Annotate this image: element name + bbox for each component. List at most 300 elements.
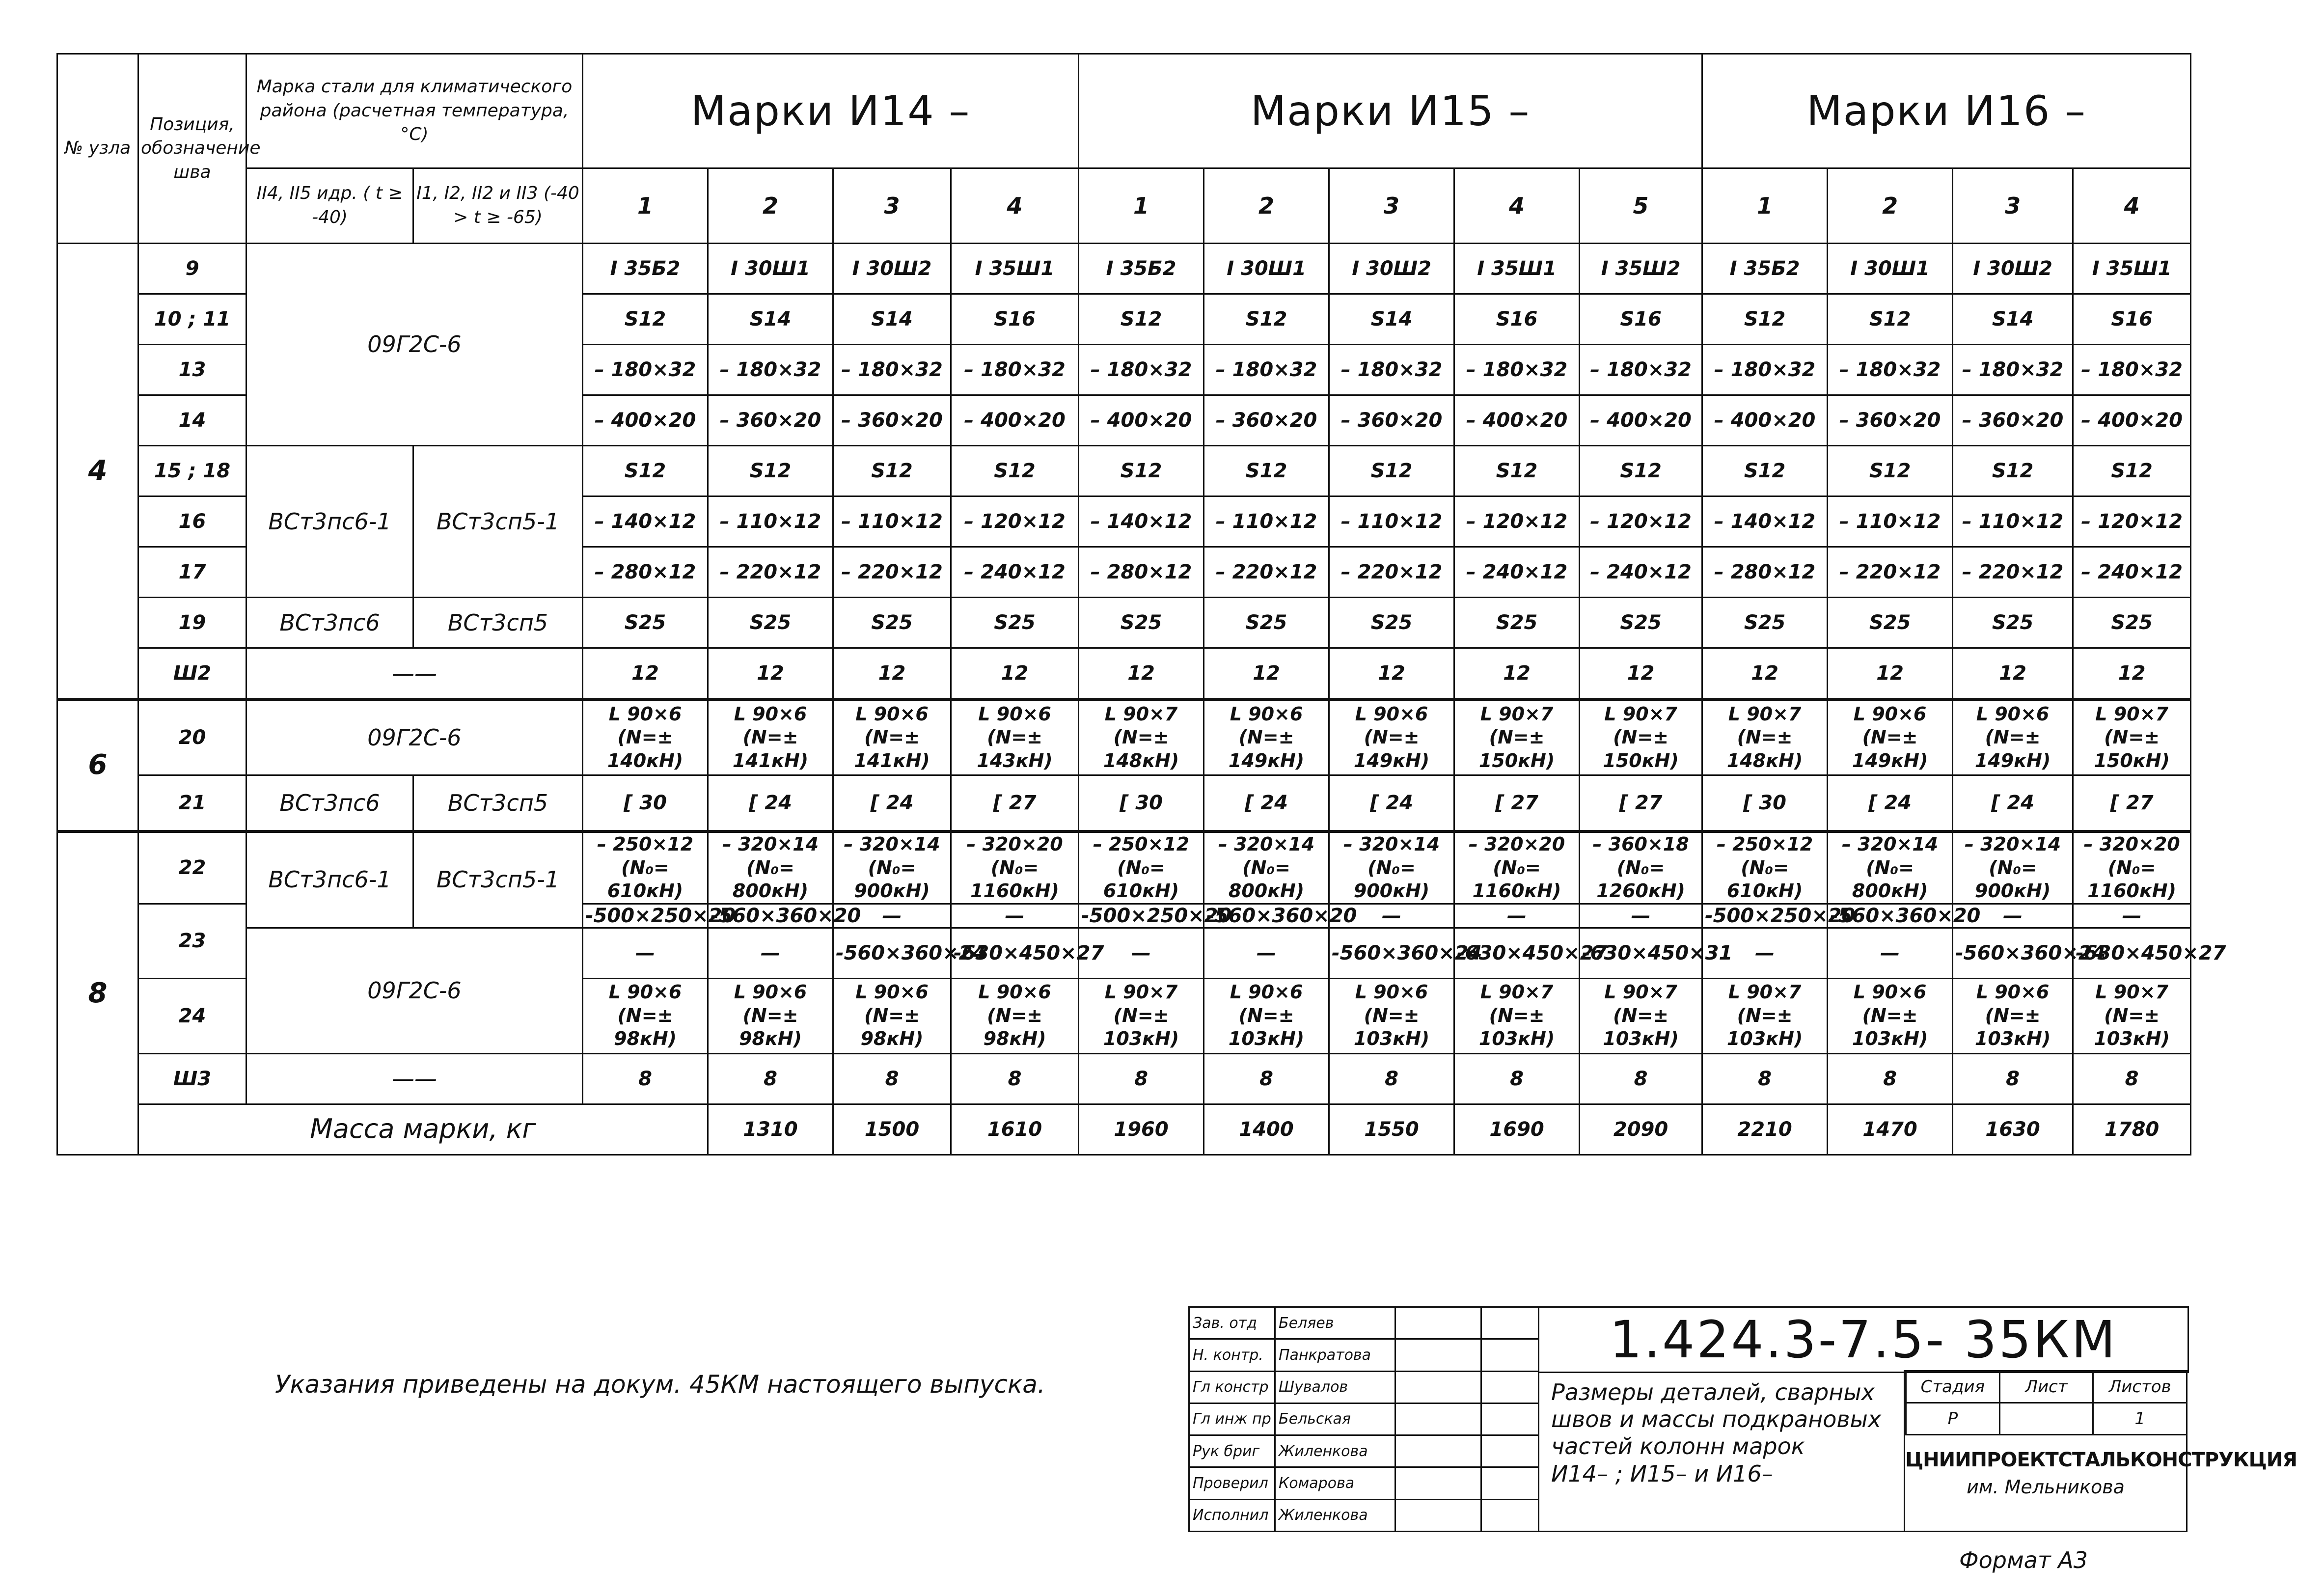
header-col-number: 3: [1953, 168, 2073, 244]
header-col-number: 3: [833, 168, 951, 244]
signatures-table: [1188, 1306, 1539, 1532]
signer-name: Жиленкова: [1275, 1499, 1395, 1531]
mass-value: 1310: [708, 1104, 833, 1155]
signature-date: [1481, 1339, 1539, 1371]
signature-date: [1481, 1403, 1539, 1435]
signature: [1395, 1467, 1481, 1499]
value-cell: L 90×6 (N=± 103кН): [1828, 978, 1953, 1053]
sheets-header: Листов: [2093, 1371, 2187, 1403]
value-cell: S25: [1953, 598, 2073, 648]
signature-date: [1481, 1467, 1539, 1499]
value-cell: L 90×6 (N=± 98кН): [951, 978, 1079, 1053]
header-col-number: 2: [1828, 168, 1953, 244]
mass-label: Масса марки, кг: [138, 1104, 708, 1155]
value-cell: [ 24: [1329, 775, 1454, 832]
value-cell: 8: [583, 1053, 708, 1104]
value-cell: – 180×32: [1454, 345, 1580, 395]
value-cell: – 320×14 (N₀= 900кН): [1329, 831, 1454, 904]
value-cell: – 320×14 (N₀= 800кН): [1204, 831, 1329, 904]
steel-grade: ——: [246, 1053, 583, 1104]
value-cell: I 35Б2: [1079, 244, 1204, 294]
value-cell: S12: [1828, 294, 1953, 345]
value-cell: —: [1079, 928, 1204, 978]
value-cell: L 90×6 (N=± 140кН): [583, 699, 708, 775]
value-cell: [ 27: [951, 775, 1079, 832]
header-col-number: 1: [1702, 168, 1828, 244]
value-cell: 12: [2073, 648, 2191, 700]
value-cell: -560×360×20: [1828, 904, 1953, 928]
header-group-i16: Марки И16 –: [1702, 54, 2191, 168]
value-cell: – 180×32: [1204, 345, 1329, 395]
signer-role: Н. контр.: [1189, 1339, 1275, 1371]
value-cell: – 120×12: [1454, 496, 1580, 547]
value-cell: S12: [583, 294, 708, 345]
header-col-number: 2: [708, 168, 833, 244]
value-cell: -630×450×27: [1454, 928, 1580, 978]
value-cell: 8: [1329, 1053, 1454, 1104]
value-cell: —: [583, 928, 708, 978]
value-cell: S16: [951, 294, 1079, 345]
value-cell: 12: [1828, 648, 1953, 700]
value-cell: S25: [1079, 598, 1204, 648]
value-cell: – 140×12: [1079, 496, 1204, 547]
value-cell: – 250×12 (N₀= 610кН): [1079, 831, 1204, 904]
value-cell: -560×360×20: [1204, 904, 1329, 928]
header-climate-b: I1, I2, II2 и II3 (-40 > t ≥ -65): [413, 168, 583, 244]
value-cell: —: [1953, 904, 2073, 928]
value-cell: – 320×20 (N₀= 1160кН): [1454, 831, 1580, 904]
value-cell: L 90×6 (N=± 103кН): [1953, 978, 2073, 1053]
value-cell: [ 24: [1828, 775, 1953, 832]
header-col-number: 5: [1580, 168, 1702, 244]
value-cell: S12: [1204, 294, 1329, 345]
document-code: 1.424.3-7.5- 35КМ: [1539, 1306, 2189, 1373]
header-climate-a: II4, II5 идр. ( t ≥ -40): [246, 168, 413, 244]
value-cell: – 110×12: [1329, 496, 1454, 547]
value-cell: – 250×12 (N₀= 610кН): [1702, 831, 1828, 904]
value-cell: L 90×6 (N=± 143кН): [951, 699, 1079, 775]
value-cell: L 90×6 (N=± 149кН): [1953, 699, 2073, 775]
value-cell: 8: [2073, 1053, 2191, 1104]
header-col-number: 2: [1204, 168, 1329, 244]
value-cell: – 360×20: [1953, 395, 2073, 446]
position-label: 14: [138, 395, 246, 446]
value-cell: – 250×12 (N₀= 610кН): [583, 831, 708, 904]
position-label: Ш2: [138, 648, 246, 700]
value-cell: —: [1204, 928, 1329, 978]
value-cell: – 360×18 (N₀= 1260кН): [1580, 831, 1702, 904]
value-cell: 8: [951, 1053, 1079, 1104]
value-cell: 8: [1079, 1053, 1204, 1104]
header-col-number: 1: [583, 168, 708, 244]
position-label: 23: [138, 904, 246, 978]
value-cell: L 90×7 (N=± 103кН): [1079, 978, 1204, 1053]
value-cell: L 90×7 (N=± 103кН): [1702, 978, 1828, 1053]
value-cell: – 110×12: [1828, 496, 1953, 547]
value-cell: L 90×6 (N=± 98кН): [583, 978, 708, 1053]
position-label: 20: [138, 699, 246, 775]
value-cell: S25: [1828, 598, 1953, 648]
value-cell: 8: [1580, 1053, 1702, 1104]
value-cell: – 180×32: [1953, 345, 2073, 395]
value-cell: – 180×32: [1329, 345, 1454, 395]
value-cell: – 360×20: [833, 395, 951, 446]
value-cell: L 90×6 (N=± 149кН): [1204, 699, 1329, 775]
value-cell: L 90×6 (N=± 149кН): [1329, 699, 1454, 775]
mass-value: 1470: [1828, 1104, 1953, 1155]
mass-value: 1960: [1079, 1104, 1204, 1155]
value-cell: L 90×6 (N=± 98кН): [833, 978, 951, 1053]
value-cell: S25: [1454, 598, 1580, 648]
organization-subname: им. Мельникова: [1967, 1476, 2125, 1498]
value-cell: —: [833, 904, 951, 928]
value-cell: – 220×12: [1329, 547, 1454, 598]
position-label: 24: [138, 978, 246, 1053]
value-cell: S14: [1329, 294, 1454, 345]
organization-name: ЦНИИПРОЕКТСТАЛЬКОНСТРУКЦИЯ: [1905, 1449, 2297, 1471]
value-cell: —: [951, 904, 1079, 928]
value-cell: 12: [1204, 648, 1329, 700]
mass-value: 1500: [833, 1104, 951, 1155]
value-cell: —: [708, 928, 833, 978]
signer-name: Комарова: [1275, 1467, 1395, 1499]
value-cell: S25: [1329, 598, 1454, 648]
value-cell: 12: [708, 648, 833, 700]
value-cell: 8: [1454, 1053, 1580, 1104]
value-cell: I 35Б2: [583, 244, 708, 294]
title-block: [1188, 1306, 2297, 1532]
value-cell: S12: [2073, 446, 2191, 496]
signer-role: Рук бриг: [1189, 1435, 1275, 1467]
signature: [1395, 1499, 1481, 1531]
value-cell: S16: [2073, 294, 2191, 345]
header-group-i15: Марки И15 –: [1079, 54, 1702, 168]
signer-role: Зав. отд: [1189, 1307, 1275, 1339]
value-cell: 12: [1329, 648, 1454, 700]
position-label: 21: [138, 775, 246, 832]
value-cell: – 320×14 (N₀= 900кН): [1953, 831, 2073, 904]
value-cell: S25: [708, 598, 833, 648]
value-cell: – 110×12: [708, 496, 833, 547]
header-col-number: 4: [951, 168, 1079, 244]
value-cell: —: [1580, 904, 1702, 928]
mass-value: 2090: [1580, 1104, 1702, 1155]
signer-role: Исполнил: [1189, 1499, 1275, 1531]
value-cell: – 360×20: [708, 395, 833, 446]
value-cell: – 240×12: [1580, 547, 1702, 598]
signer-name: Беляев: [1275, 1307, 1395, 1339]
format-label: Формат А3: [1959, 1547, 2088, 1573]
value-cell: – 280×12: [1702, 547, 1828, 598]
signature-date: [1481, 1435, 1539, 1467]
value-cell: S12: [833, 446, 951, 496]
value-cell: S25: [1702, 598, 1828, 648]
value-cell: S16: [1580, 294, 1702, 345]
value-cell: – 220×12: [708, 547, 833, 598]
value-cell: S12: [583, 446, 708, 496]
value-cell: 8: [1702, 1053, 1828, 1104]
value-cell: L 90×6 (N=± 149кН): [1828, 699, 1953, 775]
value-cell: 12: [833, 648, 951, 700]
value-cell: 12: [1702, 648, 1828, 700]
position-label: 19: [138, 598, 246, 648]
value-cell: – 400×20: [1454, 395, 1580, 446]
value-cell: L 90×6 (N=± 103кН): [1204, 978, 1329, 1053]
value-cell: – 320×14 (N₀= 900кН): [833, 831, 951, 904]
steel-grade: 09Г2С-6: [246, 244, 583, 446]
value-cell: – 180×32: [1580, 345, 1702, 395]
header-group-i14: Марки И14 –: [583, 54, 1079, 168]
signature: [1395, 1339, 1481, 1371]
mass-value: 1610: [951, 1104, 1079, 1155]
value-cell: [ 30: [583, 775, 708, 832]
value-cell: – 320×14 (N₀= 800кН): [1828, 831, 1953, 904]
position-label: 9: [138, 244, 246, 294]
value-cell: – 280×12: [1079, 547, 1204, 598]
value-cell: 12: [951, 648, 1079, 700]
stage-value: Р: [1906, 1403, 2000, 1435]
header-col-number: 4: [1454, 168, 1580, 244]
value-cell: – 400×20: [1580, 395, 1702, 446]
signer-role: Гл инж пр: [1189, 1403, 1275, 1435]
steel-grade: ——: [246, 648, 583, 700]
mass-value: 1630: [1953, 1104, 2073, 1155]
value-cell: 8: [833, 1053, 951, 1104]
value-cell: S12: [1204, 446, 1329, 496]
value-cell: – 360×20: [1204, 395, 1329, 446]
value-cell: -630×450×27: [951, 928, 1079, 978]
value-cell: 12: [1953, 648, 2073, 700]
value-cell: S14: [1953, 294, 2073, 345]
value-cell: – 320×20 (N₀= 1160кН): [2073, 831, 2191, 904]
value-cell: L 90×7 (N=± 103кН): [1454, 978, 1580, 1053]
value-cell: – 180×32: [951, 345, 1079, 395]
header-steel-grade: Марка стали для климатического района (расчетная температура, °С): [246, 54, 583, 168]
header-col-number: 3: [1329, 168, 1454, 244]
header-node-no: № узла: [57, 54, 138, 244]
mass-value: 2210: [1702, 1104, 1828, 1155]
value-cell: -500×250×20: [583, 904, 708, 928]
mass-value: 1780: [2073, 1104, 2191, 1155]
value-cell: – 240×12: [2073, 547, 2191, 598]
position-label: Ш3: [138, 1053, 246, 1104]
value-cell: – 180×32: [583, 345, 708, 395]
value-cell: – 140×12: [1702, 496, 1828, 547]
value-cell: S25: [1580, 598, 1702, 648]
value-cell: – 180×32: [1702, 345, 1828, 395]
signature-date: [1481, 1307, 1539, 1339]
value-cell: S12: [1079, 294, 1204, 345]
value-cell: 8: [708, 1053, 833, 1104]
value-cell: S12: [1580, 446, 1702, 496]
value-cell: —: [1454, 904, 1580, 928]
node-number: 6: [57, 699, 138, 831]
value-cell: [ 24: [833, 775, 951, 832]
value-cell: I 30Ш2: [833, 244, 951, 294]
document-title: Размеры деталей, сварных швов и массы подкрановых частей колонн марок И14– ; И15– и И16–: [1539, 1370, 1905, 1532]
value-cell: – 360×20: [1329, 395, 1454, 446]
value-cell: S16: [1454, 294, 1580, 345]
value-cell: S12: [1329, 446, 1454, 496]
value-cell: -560×360×20: [708, 904, 833, 928]
position-label: 17: [138, 547, 246, 598]
steel-grade-b: ВСт3сп5-1: [413, 446, 583, 598]
value-cell: S12: [1828, 446, 1953, 496]
value-cell: 12: [1454, 648, 1580, 700]
value-cell: L 90×6 (N=± 141кН): [833, 699, 951, 775]
value-cell: – 400×20: [951, 395, 1079, 446]
value-cell: I 35Б2: [1702, 244, 1828, 294]
value-cell: – 220×12: [1204, 547, 1329, 598]
value-cell: [ 27: [1580, 775, 1702, 832]
position-label: 15 ; 18: [138, 446, 246, 496]
value-cell: -500×250×20: [1079, 904, 1204, 928]
header-position: Позиция, обозначение шва: [138, 54, 246, 244]
signer-role: Гл констр: [1189, 1371, 1275, 1403]
value-cell: I 30Ш1: [1828, 244, 1953, 294]
value-cell: L 90×7 (N=± 150кН): [1580, 699, 1702, 775]
value-cell: – 220×12: [1953, 547, 2073, 598]
value-cell: S12: [1953, 446, 2073, 496]
signer-name: Панкратова: [1275, 1339, 1395, 1371]
value-cell: L 90×6 (N=± 98кН): [708, 978, 833, 1053]
value-cell: – 110×12: [1204, 496, 1329, 547]
value-cell: S12: [1702, 294, 1828, 345]
value-cell: [ 27: [2073, 775, 2191, 832]
steel-grade-b: ВСт3сп5-1: [413, 831, 583, 928]
value-cell: [ 30: [1079, 775, 1204, 832]
value-cell: – 220×12: [833, 547, 951, 598]
value-cell: L 90×7 (N=± 148кН): [1702, 699, 1828, 775]
value-cell: – 120×12: [2073, 496, 2191, 547]
value-cell: L 90×7 (N=± 103кН): [1580, 978, 1702, 1053]
value-cell: S25: [833, 598, 951, 648]
note-text: Указания приведены на докум. 45КМ настоящего выпуска.: [275, 1370, 1045, 1399]
value-cell: L 90×7 (N=± 150кН): [1454, 699, 1580, 775]
value-cell: -630×450×27: [2073, 928, 2191, 978]
value-cell: I 35Ш1: [2073, 244, 2191, 294]
value-cell: L 90×7 (N=± 103кН): [2073, 978, 2191, 1053]
signer-role: Проверил: [1189, 1467, 1275, 1499]
signature: [1395, 1435, 1481, 1467]
value-cell: S14: [833, 294, 951, 345]
value-cell: I 35Ш2: [1580, 244, 1702, 294]
value-cell: I 35Ш1: [1454, 244, 1580, 294]
value-cell: 8: [1953, 1053, 2073, 1104]
signature-date: [1481, 1499, 1539, 1531]
value-cell: —: [1702, 928, 1828, 978]
sheet-value: [1999, 1403, 2093, 1435]
value-cell: – 240×12: [951, 547, 1079, 598]
value-cell: – 400×20: [1079, 395, 1204, 446]
value-cell: – 240×12: [1454, 547, 1580, 598]
stage-table: [1905, 1370, 2188, 1435]
value-cell: I 30Ш2: [1329, 244, 1454, 294]
steel-grade-a: ВСт3пс6-1: [246, 831, 413, 928]
value-cell: [ 24: [1953, 775, 2073, 832]
value-cell: -560×360×24: [833, 928, 951, 978]
steel-grade-b: ВСт3сп5: [413, 775, 583, 832]
value-cell: -630×450×31: [1580, 928, 1702, 978]
steel-grade-a: ВСт3пс6-1: [246, 446, 413, 598]
value-cell: – 110×12: [1953, 496, 2073, 547]
steel-grade-a: ВСт3пс6: [246, 775, 413, 832]
value-cell: L 90×7 (N=± 148кН): [1079, 699, 1204, 775]
value-cell: – 400×20: [2073, 395, 2191, 446]
header-col-number: 4: [2073, 168, 2191, 244]
signature: [1395, 1371, 1481, 1403]
value-cell: [ 24: [708, 775, 833, 832]
value-cell: – 110×12: [833, 496, 951, 547]
value-cell: – 360×20: [1828, 395, 1953, 446]
value-cell: [ 27: [1454, 775, 1580, 832]
value-cell: S12: [1454, 446, 1580, 496]
value-cell: S12: [951, 446, 1079, 496]
value-cell: -560×360×24: [1329, 928, 1454, 978]
value-cell: S25: [951, 598, 1079, 648]
value-cell: 8: [1828, 1053, 1953, 1104]
steel-grade: 09Г2С-6: [246, 699, 583, 775]
value-cell: —: [1329, 904, 1454, 928]
signer-name: Бельская: [1275, 1403, 1395, 1435]
value-cell: 12: [1580, 648, 1702, 700]
value-cell: – 320×20 (N₀= 1160кН): [951, 831, 1079, 904]
position-label: 10 ; 11: [138, 294, 246, 345]
mass-value: 1690: [1454, 1104, 1580, 1155]
signature: [1395, 1307, 1481, 1339]
signature: [1395, 1403, 1481, 1435]
mass-value: 1400: [1204, 1104, 1329, 1155]
signer-name: Жиленкова: [1275, 1435, 1395, 1467]
value-cell: S14: [708, 294, 833, 345]
value-cell: —: [2073, 904, 2191, 928]
value-cell: – 180×32: [1828, 345, 1953, 395]
value-cell: I 30Ш1: [1204, 244, 1329, 294]
value-cell: L 90×7 (N=± 150кН): [2073, 699, 2191, 775]
position-label: 13: [138, 345, 246, 395]
stage-header: Стадия: [1906, 1371, 2000, 1403]
value-cell: 12: [583, 648, 708, 700]
organization: [1905, 1434, 2297, 1532]
node-number: 4: [57, 244, 138, 700]
mass-value: 1550: [1329, 1104, 1454, 1155]
sheets-value: 1: [2093, 1403, 2187, 1435]
value-cell: S12: [1079, 446, 1204, 496]
value-cell: – 180×32: [708, 345, 833, 395]
value-cell: S12: [1702, 446, 1828, 496]
value-cell: I 30Ш2: [1953, 244, 2073, 294]
specification-table: [56, 53, 2226, 1156]
signature-date: [1481, 1371, 1539, 1403]
value-cell: S25: [1204, 598, 1329, 648]
value-cell: I 30Ш1: [708, 244, 833, 294]
value-cell: S25: [583, 598, 708, 648]
value-cell: L 90×6 (N=± 103кН): [1329, 978, 1454, 1053]
value-cell: -560×360×24: [1953, 928, 2073, 978]
value-cell: S25: [2073, 598, 2191, 648]
value-cell: – 400×20: [583, 395, 708, 446]
header-col-number: 1: [1079, 168, 1204, 244]
value-cell: —: [1828, 928, 1953, 978]
steel-grade-b: ВСт3сп5: [413, 598, 583, 648]
value-cell: – 180×32: [833, 345, 951, 395]
value-cell: – 120×12: [951, 496, 1079, 547]
sheet-header: Лист: [1999, 1371, 2093, 1403]
value-cell: – 140×12: [583, 496, 708, 547]
value-cell: S12: [708, 446, 833, 496]
value-cell: L 90×6 (N=± 141кН): [708, 699, 833, 775]
value-cell: [ 30: [1702, 775, 1828, 832]
